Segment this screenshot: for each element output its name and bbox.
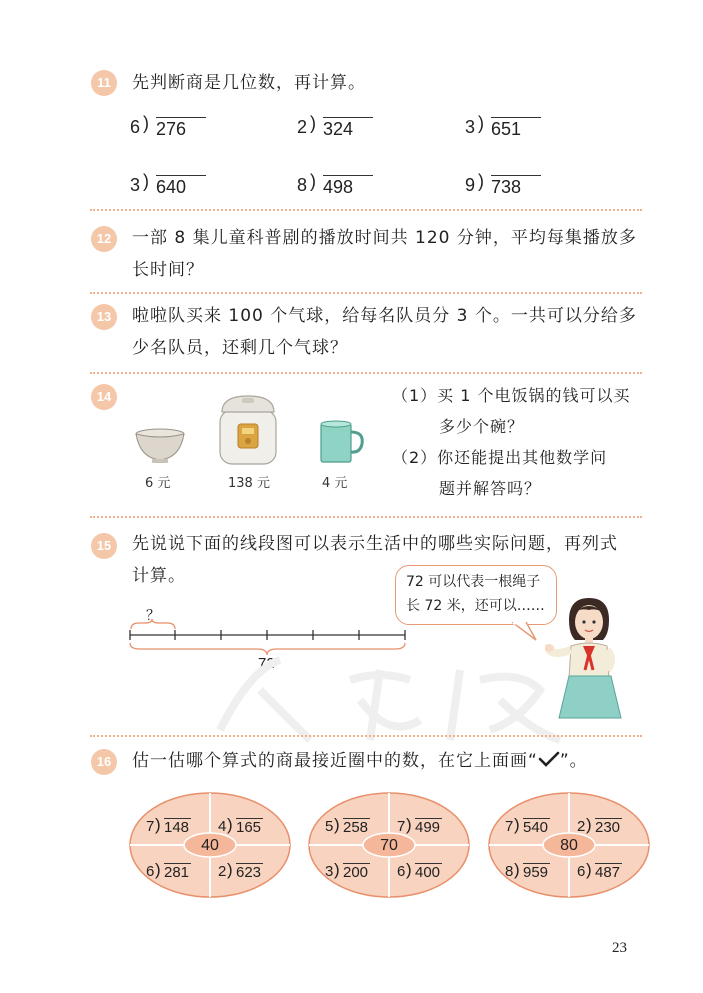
dividend: 640 xyxy=(156,175,206,198)
question-line: 长时间？ xyxy=(132,260,204,280)
section-divider xyxy=(90,292,642,294)
question-text xyxy=(132,528,652,592)
dividend: 258 xyxy=(343,819,369,836)
price-label: 4 元 xyxy=(322,476,348,491)
question-number-badge: 14 xyxy=(91,384,117,410)
dividend: 324 xyxy=(323,117,373,140)
dividend: 738 xyxy=(491,175,541,198)
divisor: 6 xyxy=(130,117,141,137)
divisor: 8 xyxy=(297,175,308,195)
divisor: 2 xyxy=(577,818,586,835)
question-number-badge: 16 xyxy=(91,749,117,775)
dividend: 487 xyxy=(595,864,621,881)
division-bracket-icon: ) xyxy=(586,815,592,834)
page-number: 23 xyxy=(612,940,627,956)
dividend: 400 xyxy=(415,864,441,881)
question-line-end: ”。 xyxy=(559,751,588,771)
division-bracket-icon: ) xyxy=(406,815,412,834)
division-bracket-icon: ) xyxy=(227,815,233,834)
bowl-icon xyxy=(134,426,186,466)
segment-question-mark: ？ xyxy=(146,608,160,624)
division-bracket-icon: ) xyxy=(155,860,161,879)
division-bracket-icon: ) xyxy=(406,860,412,879)
division-bracket-icon: ) xyxy=(514,860,520,879)
section-divider xyxy=(90,209,642,211)
division-bracket-icon: ) xyxy=(227,860,233,879)
divisor: 7 xyxy=(505,818,514,835)
dividend: 499 xyxy=(415,819,441,836)
divisor: 6 xyxy=(397,863,406,880)
sub-question-line: 多少个碗？ xyxy=(439,417,525,436)
rice-cooker-icon xyxy=(216,392,280,468)
sub-question-line: （1）买 1 个电饭锅的钱可以买 xyxy=(392,386,631,405)
dividend: 498 xyxy=(323,175,373,198)
speech-line: 72 可以代表一根绳子 xyxy=(406,574,541,590)
division-bracket-icon: ) xyxy=(334,815,340,834)
dividend: 230 xyxy=(595,819,621,836)
question-line: 少名队员，还剩几个气球？ xyxy=(132,338,348,358)
dividend: 623 xyxy=(236,864,262,881)
speech-bubble xyxy=(395,565,557,625)
dividend: 200 xyxy=(343,864,369,881)
speech-tail-icon xyxy=(510,622,540,642)
division-bracket-icon: ) xyxy=(143,113,149,133)
question-line: 一部 8 集儿童科普剧的播放时间共 120 分钟，平均每集播放多 xyxy=(132,228,637,248)
oval-center-number: 70 xyxy=(380,837,398,854)
divisor: 5 xyxy=(325,818,334,835)
section-divider xyxy=(90,735,642,737)
divisor: 8 xyxy=(505,863,514,880)
dividend: 959 xyxy=(523,864,549,881)
oval-center-number: 80 xyxy=(560,837,578,854)
dividend: 276 xyxy=(156,117,206,140)
price-label: 6 元 xyxy=(145,476,171,491)
division-bracket-icon: ) xyxy=(143,171,149,191)
divisor: 2 xyxy=(218,863,227,880)
question-number-badge: 15 xyxy=(91,533,117,559)
section-divider xyxy=(90,372,642,374)
divisor: 6 xyxy=(146,863,155,880)
question-line: 先说说下面的线段图可以表示生活中的哪些实际问题，再列式 xyxy=(132,534,618,554)
mug-icon xyxy=(318,420,366,466)
question-text xyxy=(132,222,652,286)
question-number-badge: 12 xyxy=(91,226,117,252)
price-label: 138 元 xyxy=(228,476,270,491)
sub-question-line: 题并解答吗？ xyxy=(439,479,542,498)
question-line: 估一估哪个算式的商最接近圈中的数，在它上面画“ xyxy=(132,751,538,771)
dividend: 165 xyxy=(236,819,262,836)
question-line: 啦啦队买来 100 个气球，给每名队员分 3 个。一共可以分给多 xyxy=(132,306,637,326)
division-bracket-icon: ) xyxy=(334,860,340,879)
division-bracket-icon: ) xyxy=(478,113,484,133)
checkmark-icon xyxy=(538,751,560,767)
division-bracket-icon: ) xyxy=(586,860,592,879)
divisor: 3 xyxy=(130,175,141,195)
question-number-badge: 13 xyxy=(91,304,117,330)
question-text xyxy=(132,300,652,364)
sub-question-line: （2）你还能提出其他数学问 xyxy=(392,448,608,467)
question-text xyxy=(132,745,588,777)
question-line: 计算。 xyxy=(132,566,186,586)
divisor: 9 xyxy=(465,175,476,195)
divisor: 7 xyxy=(397,818,406,835)
divisor: 4 xyxy=(218,818,227,835)
dividend: 281 xyxy=(164,864,190,881)
divisor: 6 xyxy=(577,863,586,880)
divisor: 3 xyxy=(465,117,476,137)
divisor: 7 xyxy=(146,818,155,835)
division-bracket-icon: ) xyxy=(478,171,484,191)
division-bracket-icon: ) xyxy=(155,815,161,834)
question-number-badge: 11 xyxy=(91,70,117,96)
speech-line: 长 72 米，还可以…… xyxy=(406,598,545,614)
division-bracket-icon: ) xyxy=(514,815,520,834)
sub-question xyxy=(392,380,652,504)
segment-total-label: 72 xyxy=(258,655,275,672)
oval-center-number: 40 xyxy=(201,837,219,854)
dividend: 651 xyxy=(491,117,541,140)
divisor: 3 xyxy=(325,863,334,880)
division-bracket-icon: ) xyxy=(310,171,316,191)
section-divider xyxy=(90,516,642,518)
question-text: 先判断商是几位数，再计算。 xyxy=(132,73,366,93)
dividend: 540 xyxy=(523,819,549,836)
division-bracket-icon: ) xyxy=(310,113,316,133)
divisor: 2 xyxy=(297,117,308,137)
dividend: 148 xyxy=(164,819,190,836)
